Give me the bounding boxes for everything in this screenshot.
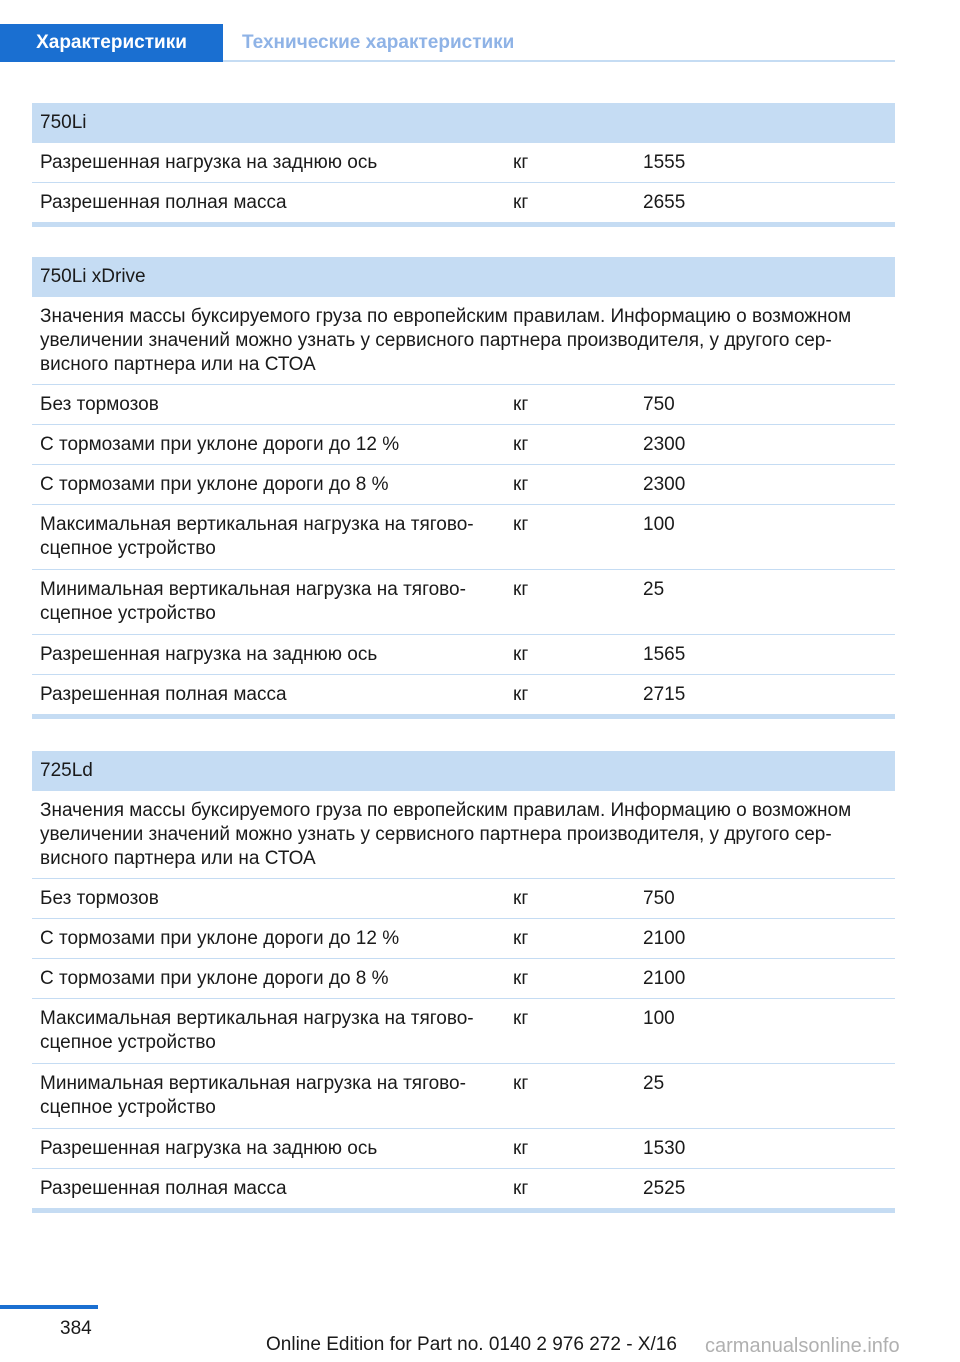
spec-table-725ld (32, 751, 895, 1213)
row-label: С тормозами при уклоне дороги до 8 % (40, 474, 389, 495)
table-row (32, 1064, 895, 1129)
row-unit: кг (513, 434, 529, 455)
row-value: 1565 (643, 644, 686, 665)
row-label: Без тормозов (40, 394, 159, 415)
page-header (0, 24, 895, 62)
row-unit: кг (513, 644, 529, 665)
row-value: 100 (643, 1008, 675, 1029)
table-end-rule (32, 1209, 895, 1213)
table-end-rule (32, 223, 895, 227)
table-row (32, 999, 895, 1064)
table-end-rule (32, 715, 895, 719)
watermark: carmanualsonline.info (705, 1335, 900, 1357)
row-unit: кг (513, 684, 529, 705)
row-value: 2300 (643, 434, 686, 455)
row-unit: кг (513, 1073, 529, 1094)
row-label: Максимальная вертикальная нагрузка на тягово‐сцепное устройство (40, 514, 474, 559)
row-value: 750 (643, 394, 675, 415)
row-value: 1530 (643, 1138, 686, 1159)
table-row (32, 919, 895, 959)
chapter-tab[interactable]: Характеристики (0, 24, 223, 62)
row-value: 25 (643, 579, 665, 600)
row-label: С тормозами при уклоне дороги до 8 % (40, 968, 389, 989)
table-note: Значения массы буксируемого груза по европейским правилам. Информацию о возможном увеличении значений можно узнать у сервисного партнера производителя, у другого сер‐висного партнера или на СТОА (32, 791, 895, 879)
header-divider (223, 60, 895, 62)
table-title: 750Li (32, 103, 895, 143)
edition-info: Online Edition for Part no. 0140 2 976 272 - X/16 (266, 1334, 677, 1355)
page-number: 384 (60, 1318, 92, 1339)
row-unit: кг (513, 579, 529, 600)
row-label: Разрешенная нагрузка на заднюю ось (40, 152, 378, 173)
table-row (32, 465, 895, 505)
row-label: Разрешенная нагрузка на заднюю ось (40, 644, 378, 665)
table-row (32, 675, 895, 715)
table-row (32, 635, 895, 675)
table-row (32, 425, 895, 465)
row-label: Без тормозов (40, 888, 159, 909)
row-label: Минимальная вертикальная нагрузка на тягово‐сцепное устройство (40, 1073, 466, 1118)
row-unit: кг (513, 928, 529, 949)
row-unit: кг (513, 514, 529, 535)
row-label: Разрешенная полная масса (40, 1178, 287, 1199)
row-label: С тормозами при уклоне дороги до 12 % (40, 434, 400, 455)
row-label: Разрешенная полная масса (40, 684, 287, 705)
row-unit: кг (513, 888, 529, 909)
row-unit: кг (513, 1138, 529, 1159)
table-row (32, 505, 895, 570)
row-unit: кг (513, 968, 529, 989)
table-row (32, 570, 895, 635)
row-unit: кг (513, 152, 529, 173)
spec-table-750li (32, 103, 895, 227)
table-row (32, 1129, 895, 1169)
row-label: С тормозами при уклоне дороги до 12 % (40, 928, 400, 949)
table-title: 725Ld (32, 751, 895, 791)
row-value: 2300 (643, 474, 686, 495)
table-row (32, 879, 895, 919)
row-value: 750 (643, 888, 675, 909)
row-value: 100 (643, 514, 675, 535)
row-label: Максимальная вертикальная нагрузка на тягово‐сцепное устройство (40, 1008, 474, 1053)
row-value: 2100 (643, 968, 686, 989)
row-label: Минимальная вертикальная нагрузка на тягово‐сцепное устройство (40, 579, 466, 624)
row-label: Разрешенная нагрузка на заднюю ось (40, 1138, 378, 1159)
row-value: 2525 (643, 1178, 686, 1199)
table-title: 750Li xDrive (32, 257, 895, 297)
footer-accent-bar (0, 1305, 98, 1309)
row-unit: кг (513, 1008, 529, 1029)
row-unit: кг (513, 394, 529, 415)
row-label: Разрешенная полная масса (40, 192, 287, 213)
table-row (32, 1169, 895, 1209)
spec-table-750li-xdrive (32, 257, 895, 719)
table-row (32, 143, 895, 183)
row-value: 2655 (643, 192, 686, 213)
row-unit: кг (513, 474, 529, 495)
table-note: Значения массы буксируемого груза по европейским правилам. Информацию о возможном увеличении значений можно узнать у сервисного партнера производителя, у другого сер‐висного партнера или на СТОА (32, 297, 895, 385)
table-row (32, 385, 895, 425)
table-row (32, 183, 895, 223)
row-unit: кг (513, 192, 529, 213)
table-row (32, 959, 895, 999)
row-value: 25 (643, 1073, 665, 1094)
row-value: 2100 (643, 928, 686, 949)
row-value: 1555 (643, 152, 686, 173)
row-value: 2715 (643, 684, 686, 705)
section-breadcrumb[interactable]: Технические характеристики (242, 32, 515, 53)
row-unit: кг (513, 1178, 529, 1199)
